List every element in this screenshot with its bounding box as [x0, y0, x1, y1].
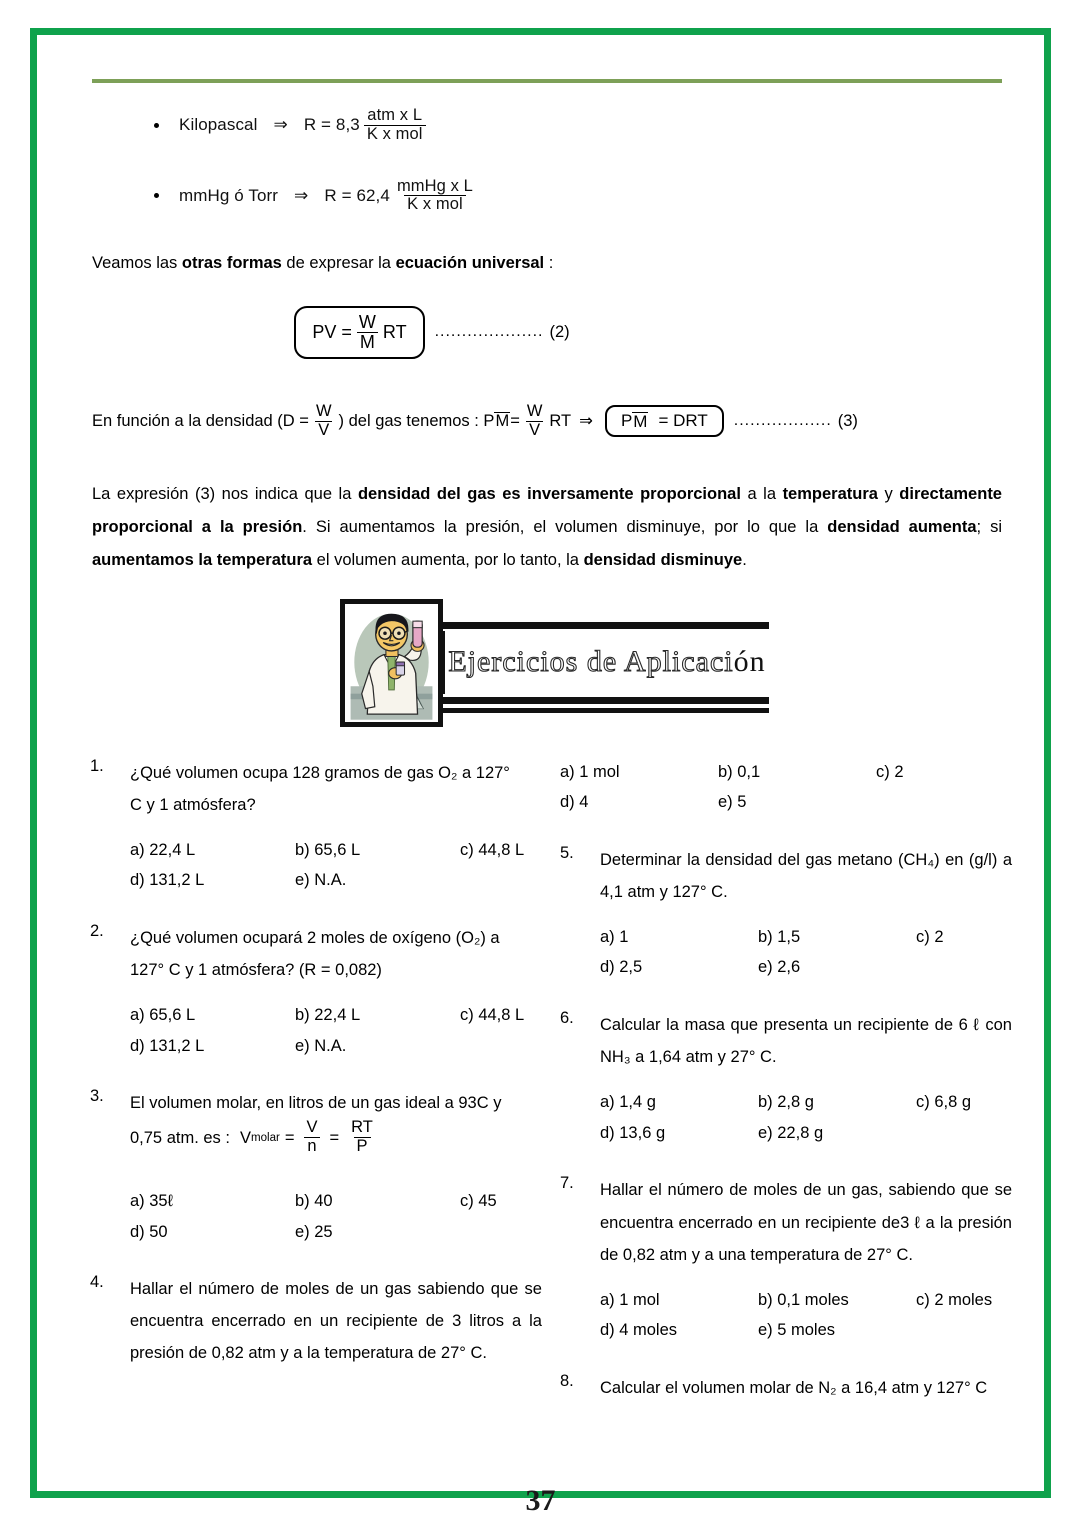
option-row — [130, 1186, 542, 1217]
equation-3-text-3: = — [510, 411, 520, 430]
formula-subscript: molar — [250, 1131, 280, 1144]
question-number: 7. — [560, 1174, 574, 1193]
intro-sentence — [92, 248, 1002, 279]
banner-bar-bottom-shadow — [443, 708, 769, 713]
option-c[interactable]: c) 2 — [916, 927, 944, 946]
fraction-numerator: W — [526, 401, 543, 420]
fraction-denominator: V — [315, 421, 332, 440]
intro-bold-2: ecuación universal — [395, 254, 545, 273]
formula-lhs: V — [239, 1128, 251, 1147]
option-list — [130, 1186, 542, 1247]
option-c[interactable]: c) 2 — [876, 762, 904, 781]
implies-arrow-icon: ⇒ — [294, 185, 309, 205]
option-row — [560, 787, 1012, 818]
option-a[interactable]: a) 35ℓ — [130, 1192, 173, 1211]
scientist-icon — [345, 604, 438, 722]
equation-2-box — [294, 306, 424, 359]
equation-3-number: (3) — [837, 411, 858, 430]
vmolar-formula — [240, 1119, 380, 1156]
option-e[interactable]: e) 2,6 — [758, 958, 801, 977]
equation-3-text-1: En función a la densidad (D = — [92, 411, 309, 430]
para-text: . Si aumentamos la presión, el volumen disminuye, por lo que la — [302, 517, 828, 536]
option-b[interactable]: b) 22,4 L — [295, 1006, 361, 1025]
intro-text-3: : — [544, 254, 554, 273]
fraction-numerator: mmHg x L — [396, 176, 473, 195]
para-text: ; si — [976, 517, 1002, 536]
option-row — [600, 922, 1012, 953]
question-line: ¿Qué volumen ocupará 2 moles de oxígeno (O₂) a — [130, 928, 500, 947]
option-c[interactable]: c) 44,8 L — [460, 1006, 525, 1025]
section-title-banner — [443, 622, 769, 704]
page-frame — [30, 28, 1051, 1517]
equation-3-box — [605, 405, 724, 437]
equation-3-rhs: = DRT — [658, 411, 708, 431]
option-row — [130, 1031, 542, 1062]
option-a[interactable]: a) 1 mol — [560, 762, 620, 781]
section-title — [443, 631, 769, 694]
exercise-column-left — [90, 757, 542, 1411]
equation-2-lhs: PV = — [312, 321, 352, 342]
option-b[interactable]: b) 0,1 moles — [758, 1290, 849, 1309]
constant-units-fraction — [364, 107, 426, 144]
option-e[interactable]: e) 25 — [295, 1222, 333, 1241]
option-a[interactable]: a) 22,4 L — [130, 840, 196, 859]
option-row — [130, 835, 542, 866]
header-rule — [92, 79, 1002, 83]
fraction-numerator: W — [358, 311, 376, 332]
option-row — [130, 1217, 542, 1248]
option-row — [560, 757, 1012, 788]
formula-equals: = — [329, 1128, 340, 1147]
para-bold: densidad disminuye — [583, 550, 743, 569]
question-item — [560, 1174, 1012, 1271]
fraction-numerator: W — [315, 401, 332, 420]
question-text: Hallar el número de moles de un gas sabiendo que se encuentra encerrado en un recipiente de 3 litros a la presión de 0,82 atm y a la temperatura de 27° C. — [130, 1280, 542, 1363]
list-item — [154, 107, 1002, 144]
question-number: 5. — [560, 843, 574, 862]
molar-mass-symbol: M — [495, 412, 510, 431]
para-text: el volumen aumenta, por lo tanto, la — [312, 550, 584, 569]
option-row — [600, 1087, 1012, 1118]
equation-3-text-4: RT — [549, 411, 572, 430]
fraction-denominator: V — [526, 421, 543, 440]
option-e[interactable]: e) N.A. — [295, 1036, 347, 1055]
option-c[interactable]: c) 45 — [460, 1192, 497, 1211]
option-e[interactable]: e) 5 — [718, 793, 747, 812]
density-paragraph — [92, 478, 1002, 577]
option-row — [130, 865, 542, 896]
option-row — [600, 1315, 1012, 1346]
option-d[interactable]: d) 131,2 L — [130, 871, 205, 890]
equation-2-fraction — [356, 313, 379, 352]
question-line: El volumen molar, en litros de un gas ideal a 93C y — [130, 1094, 502, 1113]
intro-text-1: Veamos las — [92, 254, 182, 273]
fraction-denominator: P — [354, 1137, 371, 1156]
fraction-numerator: atm x L — [367, 106, 423, 124]
banner-bar-top — [443, 622, 769, 629]
density-fraction — [313, 403, 335, 440]
option-d[interactable]: d) 131,2 L — [130, 1036, 205, 1055]
option-blank — [916, 952, 1074, 983]
formula-fraction-1 — [304, 1119, 321, 1156]
constant-value: R = 62,4 — [324, 185, 390, 205]
page-content — [90, 79, 1012, 1410]
para-text: y — [877, 484, 900, 503]
option-a[interactable]: a) 65,6 L — [130, 1006, 196, 1025]
para-text: a la — [740, 484, 783, 503]
equation-2-row — [92, 306, 1002, 359]
option-c[interactable]: c) 2 moles — [916, 1290, 993, 1309]
option-list — [600, 922, 1012, 983]
equation-3-text-2: ) del gas tenemos : P — [338, 411, 495, 430]
question-number: 8. — [560, 1371, 574, 1390]
fraction-denominator: K x mol — [364, 125, 426, 144]
constant-value: R = 8,3 — [303, 115, 360, 135]
question-item — [90, 922, 542, 986]
intro-text-2: de expresar la — [281, 254, 396, 273]
fraction-numerator: V — [306, 1118, 318, 1137]
question-text: Determinar la densidad del gas metano (CH₄) en (g/l) a 4,1 atm y 127° C. — [600, 850, 1012, 901]
question-item — [560, 1372, 1012, 1404]
para-text: . — [742, 550, 747, 569]
option-list — [600, 1285, 1012, 1346]
exercise-column-right — [560, 757, 1012, 1411]
para-bold: directamente proporcional a la presión — [92, 484, 1002, 536]
option-list — [130, 835, 542, 896]
page-number: 37 — [525, 1484, 556, 1517]
question-item — [90, 757, 542, 821]
para-bold: densidad aumenta — [827, 517, 977, 536]
equation-2-rhs: RT — [382, 321, 407, 342]
option-blank — [916, 1315, 1074, 1346]
list-item — [154, 178, 1002, 215]
formula-fraction-2 — [348, 1119, 376, 1156]
option-blank — [916, 1118, 1074, 1149]
question-number: 3. — [90, 1087, 104, 1106]
option-b[interactable]: b) 1,5 — [758, 927, 801, 946]
question-line: ¿Qué volumen ocupa 128 gramos de gas O₂ a 127° — [130, 763, 510, 782]
question-line: 0,75 atm. es : — [130, 1128, 230, 1147]
option-list — [130, 1000, 542, 1061]
option-list — [560, 757, 1012, 818]
section-title-tail-text: ón — [733, 645, 766, 679]
option-row — [130, 1000, 542, 1031]
question-text — [130, 1087, 542, 1156]
scientist-illustration — [340, 599, 443, 727]
option-b[interactable]: b) 2,8 g — [758, 1093, 814, 1112]
banner-bar-bottom — [443, 697, 769, 704]
option-e[interactable]: e) N.A. — [295, 871, 347, 890]
fraction-denominator: n — [304, 1137, 319, 1156]
para-bold: densidad del gas es inversamente proporcional — [357, 484, 741, 503]
option-d[interactable]: d) 4 moles — [600, 1321, 678, 1340]
equation-2-number: (2) — [549, 322, 570, 341]
question-line: C y 1 atmósfera? — [130, 795, 256, 814]
option-blank — [876, 787, 1034, 818]
question-number: 1. — [90, 756, 104, 775]
implies-arrow-icon: ⇒ — [273, 115, 288, 135]
option-d[interactable]: d) 2,5 — [600, 958, 643, 977]
question-number: 6. — [560, 1008, 574, 1027]
bullet-icon — [154, 193, 159, 198]
option-d[interactable]: d) 13,6 g — [600, 1123, 666, 1142]
option-e[interactable]: e) 5 moles — [758, 1321, 836, 1340]
question-text: Calcular el volumen molar de N₂ a 16,4 atm y 127° C — [600, 1378, 988, 1397]
equation-3-row — [92, 403, 1002, 440]
fraction-denominator: K x mol — [404, 195, 466, 214]
constant-unit-label: mmHg ó Torr — [179, 185, 279, 205]
option-c[interactable]: c) 6,8 g — [916, 1093, 972, 1112]
option-b[interactable]: b) 65,6 L — [295, 840, 361, 859]
exercise-section — [90, 757, 1015, 1411]
option-row — [600, 1285, 1012, 1316]
option-d[interactable]: d) 4 — [560, 793, 589, 812]
option-list — [600, 1087, 1012, 1148]
para-text: La expresión (3) nos indica que la — [92, 484, 358, 503]
implies-arrow-icon: ⇒ — [579, 412, 593, 431]
intro-bold-1: otras formas — [181, 254, 282, 273]
section-title-outline-text: Ejercicios de Aplicaci — [448, 645, 734, 679]
equation-3-fraction — [524, 403, 546, 440]
fraction-numerator: RT — [351, 1118, 373, 1137]
option-b[interactable]: b) 0,1 — [718, 762, 761, 781]
section-banner — [340, 599, 1002, 727]
question-item — [90, 1087, 542, 1156]
question-item — [560, 844, 1012, 908]
pressure-symbol: P — [620, 411, 633, 431]
molar-mass-symbol: M — [633, 411, 648, 431]
para-bold: aumentamos la temperatura — [92, 550, 313, 569]
question-line-with-formula — [130, 1119, 542, 1156]
constant-unit-label: Kilopascal — [179, 115, 258, 135]
option-row — [600, 952, 1012, 983]
fraction-denominator: M — [357, 332, 378, 352]
constant-units-fraction — [394, 178, 476, 215]
option-e[interactable]: e) 22,8 g — [758, 1123, 824, 1142]
question-text — [130, 757, 542, 821]
option-row — [600, 1118, 1012, 1149]
question-text: Hallar el número de moles de un gas, sabiendo que se encuentra encerrado en un recipiente de3 ℓ a la presión de 0,82 atm y a una temperatura de 27° C. — [600, 1181, 1012, 1264]
question-text — [130, 922, 542, 986]
formula-equals: = — [284, 1128, 295, 1147]
option-b[interactable]: b) 40 — [295, 1192, 333, 1211]
question-number: 4. — [90, 1273, 104, 1292]
option-a[interactable]: a) 1 mol — [600, 1290, 660, 1309]
question-text: Calcular la masa que presenta un recipiente de 6 ℓ con NH₃ a 1,64 atm y 27° C. — [600, 1015, 1012, 1067]
option-c[interactable]: c) 44,8 L — [460, 840, 525, 859]
para-bold: temperatura — [782, 484, 878, 503]
gas-constant-list — [92, 107, 1002, 214]
leader-dots: .................. — [733, 412, 832, 430]
bullet-icon — [154, 123, 159, 128]
question-number: 2. — [90, 921, 104, 940]
option-d[interactable]: d) 50 — [130, 1222, 168, 1241]
question-line: 127° C y 1 atmósfera? (R = 0,082) — [130, 961, 382, 980]
question-item — [90, 1273, 542, 1370]
leader-dots: .................... — [434, 323, 544, 341]
option-a[interactable]: a) 1,4 g — [600, 1093, 656, 1112]
option-a[interactable]: a) 1 — [600, 927, 629, 946]
question-item — [560, 1009, 1012, 1073]
